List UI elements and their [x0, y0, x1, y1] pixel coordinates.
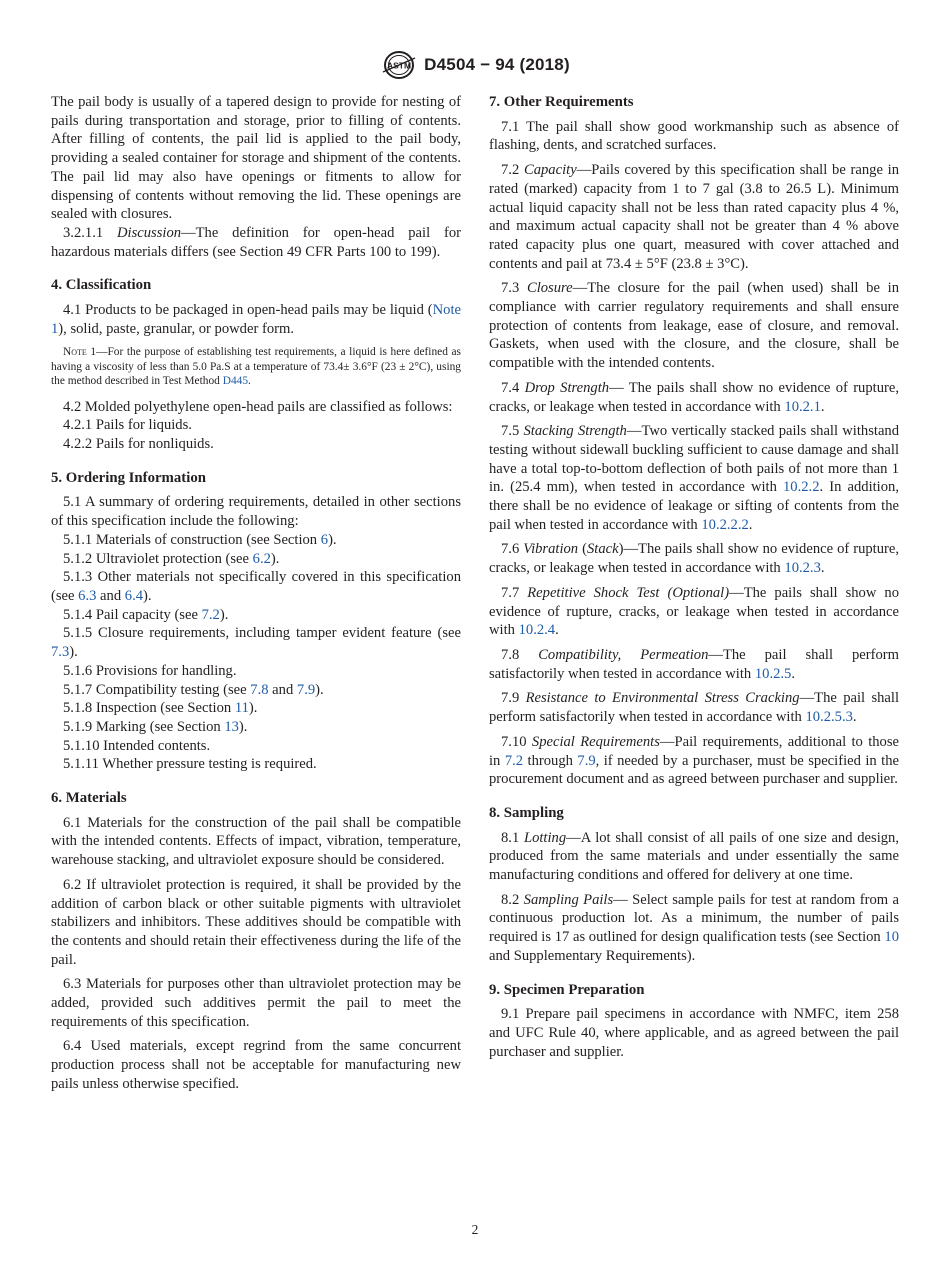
paragraph-3-2-1-1: 3.2.1.1 Discussion—The definition for open-head pail for hazardous materials differs (see Section 49 CFR Parts 100 to 199).	[51, 224, 461, 260]
paragraph-7-8: 7.8 Compatibility, Permeation—The pail shall perform satisfactorily when tested in accordance with 10.2.5.	[489, 646, 899, 682]
section-7-2-link[interactable]: 7.2	[201, 606, 220, 623]
paragraph-7-5: 7.5 Stacking Strength—Two vertically stacked pails shall withstand testing without sidewall buckling sufficient to cause damage and shall have a total top-to-bottom deflection of both pails of not more than 1 in. (25.4 mm), when tested in accordance with 10.2.2. In addition, there shall be no evidence of leakage or sifting of contents from the pail when tested in accordance with 10.2.2.2.	[489, 423, 900, 533]
list-item: 5.1.7 Compatibility testing (see 7.8 and 7.9).	[63, 681, 324, 698]
section-7-9-link[interactable]: 7.9	[296, 681, 316, 698]
section-7-8-link[interactable]: 7.8	[250, 681, 269, 698]
section-6-3-link[interactable]: 6.3	[78, 587, 97, 604]
document-designation: D4504 − 94 (2018)	[424, 55, 570, 74]
right-column	[489, 93, 899, 1061]
paragraph-7-3: 7.3 Closure—The closure for the pail (when used) shall be in compliance with carrier regulatory requirements and shall ensure protection of contents from leakage, ease of closure, and removal. Gaskets, when used with the closure, and the closure, shall be compatible with the intended contents.	[489, 280, 900, 372]
section-heading-other-requirements: 7. Other Requirements	[489, 94, 634, 110]
section-heading-sampling: 8. Sampling	[489, 804, 564, 821]
paragraph-8-2: 8.2 Sampling Pails— Select sample pails for test at random from a continuous production lot. As a minimum, the number of pails required is 17 as outlined for design qualification tests (see Section 10 and Supplementary Requirements).	[489, 891, 900, 964]
paragraph-7-4: 7.4 Drop Strength— The pails shall show no evidence of rupture, cracks, or leakage when tested in accordance with 10.2.1.	[489, 379, 899, 415]
section-6-4-link[interactable]: 6.4	[124, 587, 144, 604]
note-1-link[interactable]: Note 1	[51, 302, 461, 337]
section-7-9-link[interactable]: 7.9	[577, 752, 596, 769]
list-item: 5.1.11 Whether pressure testing is required.	[63, 756, 317, 773]
left-column	[51, 93, 461, 1094]
section-10-2-2-link[interactable]: 10.2.2	[783, 479, 820, 496]
paragraph-7-1: 7.1 The pail shall show good workmanship such as absence of flashing, dents, and scratched surfaces.	[489, 118, 899, 154]
paragraph-5-1: 5.1 A summary of ordering requirements, detailed in other sections of this specification include the following:	[51, 494, 461, 530]
section-heading-ordering-information: 5. Ordering Information	[51, 469, 206, 486]
page-number: 2	[471, 1222, 479, 1237]
paragraph-7-6: 7.6 Vibration (Stack)—The pails shall show no evidence of rupture, cracks, or leakage when tested in accordance with 10.2.3.	[489, 541, 900, 577]
section-13-link[interactable]: 13	[224, 718, 239, 735]
list-item: 5.1.8 Inspection (see Section 11).	[63, 700, 258, 717]
list-item: 5.1.10 Intended contents.	[63, 737, 211, 754]
section-6-2-link[interactable]: 6.2	[252, 550, 271, 567]
section-10-2-4-link[interactable]: 10.2.4	[518, 622, 556, 639]
list-item: 5.1.2 Ultraviolet protection (see 6.2).	[63, 550, 280, 567]
section-7-3-link[interactable]: 7.3	[51, 644, 70, 661]
section-heading-classification: 4. Classification	[51, 277, 152, 294]
paragraph-6-1: 6.1 Materials for the construction of the pail shall be compatible with the intended contents. Effects of impact, vibration, temperature, warehouse stacking, and ultraviolet exposure should be considered.	[51, 814, 461, 869]
paragraph-7-7: 7.7 Repetitive Shock Test (Optional)—The pails shall show no evidence of rupture, cracks, or leakage when tested in accordance with 10.2.4.	[489, 584, 899, 639]
paragraph-6-3: 6.3 Materials for purposes other than ultraviolet protection may be added, provided such additives permit the pail to meet the requirements of this specification.	[51, 976, 461, 1030]
paragraph-4-1: 4.1 Products to be packaged in open-head pails may be liquid (Note 1), solid, paste, granular, or powder form.	[51, 302, 461, 337]
paragraph-7-9: 7.9 Resistance to Environmental Stress Cracking—The pail shall perform satisfactorily when tested in accordance with 10.2.5.3.	[489, 690, 900, 726]
section-10-2-3-link[interactable]: 10.2.3	[784, 560, 821, 577]
paragraph-4-2: 4.2 Molded polyethylene open-head pails are classified as follows:	[63, 398, 453, 415]
list-item: 5.1.9 Marking (see Section 13).	[63, 718, 248, 735]
paragraph-4-2-2: 4.2.2 Pails for nonliquids.	[63, 436, 214, 453]
section-10-2-1-link[interactable]: 10.2.1	[784, 398, 821, 415]
list-item: 5.1.3 Other materials not specifically covered in this specification (see 6.3 and 6.4).	[51, 569, 461, 604]
section-10-2-5-link[interactable]: 10.2.5	[754, 665, 792, 682]
paragraph-4-2-1: 4.2.1 Pails for liquids.	[63, 417, 192, 434]
section-10-link[interactable]: 10	[884, 929, 899, 946]
note-1: Note 1—For the purpose of establishing test requirements, a liquid is here defined as having a viscosity of less than 5.0 Pa.S at a temperature of 73.4± 3.6°F (23 ± 2°C), using the method described in Test Method D445.	[51, 346, 461, 388]
section-10-2-5-3-link[interactable]: 10.2.5.3	[805, 709, 853, 726]
paragraph-7-2: 7.2 Capacity—Pails covered by this specification shall be range in rated (marked) capacity from 1 to 7 gal (3.8 to 26.5 L). Minimum actual liquid capacity shall not be less than rated capacity plus 4 %, and maximum actual capacity shall not be greater than 4 % above rated capacity plus one quart, measured with cover attached and contents and pail at 73.4 ± 5°F (23.8 ± 3°C).	[489, 162, 900, 272]
svg-text:ASTM: ASTM	[387, 60, 412, 71]
list-item: 5.1.5 Closure requirements, including tamper evident feature (see 7.3).	[51, 625, 461, 661]
paragraph-9-1: 9.1 Prepare pail specimens in accordance with NMFC, item 258 and UFC Rule 40, where applicable, and as agreed between the pail purchaser and supplier.	[489, 1006, 899, 1060]
list-item: 5.1.6 Provisions for handling.	[63, 662, 237, 679]
astm-logo-icon	[380, 50, 418, 80]
paragraph-intro: The pail body is usually of a tapered design to provide for nesting of pails during transportation and storage, prior to filling of contents. After filling of contents, the pail lid is applied to the pail body, providing a sealed container for storage and shipment of the contents. The pail lid may also have openings or fitments to allow for dispensing of contents without removing the lid. These openings are sealed with closures.	[51, 94, 461, 223]
paragraph-6-4: 6.4 Used materials, except regrind from the same concurrent production process shall not be acceptable for manufacturing new pails unless otherwise specified.	[51, 1038, 461, 1092]
section-7-2-link[interactable]: 7.2	[504, 752, 524, 769]
section-11-link[interactable]: 11	[234, 700, 249, 717]
section-heading-specimen-preparation: 9. Specimen Preparation	[489, 981, 645, 998]
paragraph-7-10: 7.10 Special Requirements—Pail requirements, additional to those in 7.2 through 7.9, if needed by a purchaser, must be specified in the procurement document and as agreed between purchaser and supplier.	[489, 733, 899, 788]
d445-link[interactable]: D445	[222, 375, 249, 388]
list-item: 5.1.1 Materials of construction (see Section 6).	[63, 531, 337, 548]
list-item: 5.1.4 Pail capacity (see 7.2).	[63, 606, 229, 623]
page-header	[0, 50, 950, 80]
section-heading-materials: 6. Materials	[51, 790, 127, 807]
section-10-2-2-2-link[interactable]: 10.2.2.2	[701, 516, 749, 533]
paragraph-8-1: 8.1 Lotting—A lot shall consist of all pails of one size and design, produced from the same materials and under essentially the same manufacturing conditions and offered for delivery at one time.	[489, 829, 899, 884]
section-6-link[interactable]: 6	[320, 531, 329, 548]
paragraph-6-2: 6.2 If ultraviolet protection is required, it shall be provided by the addition of carbon black or other suitable pigments with ultraviolet stabilizers and inhibitors. These additives should be compatible with the contents and should retain their effectiveness during the life of the pail.	[51, 876, 461, 968]
